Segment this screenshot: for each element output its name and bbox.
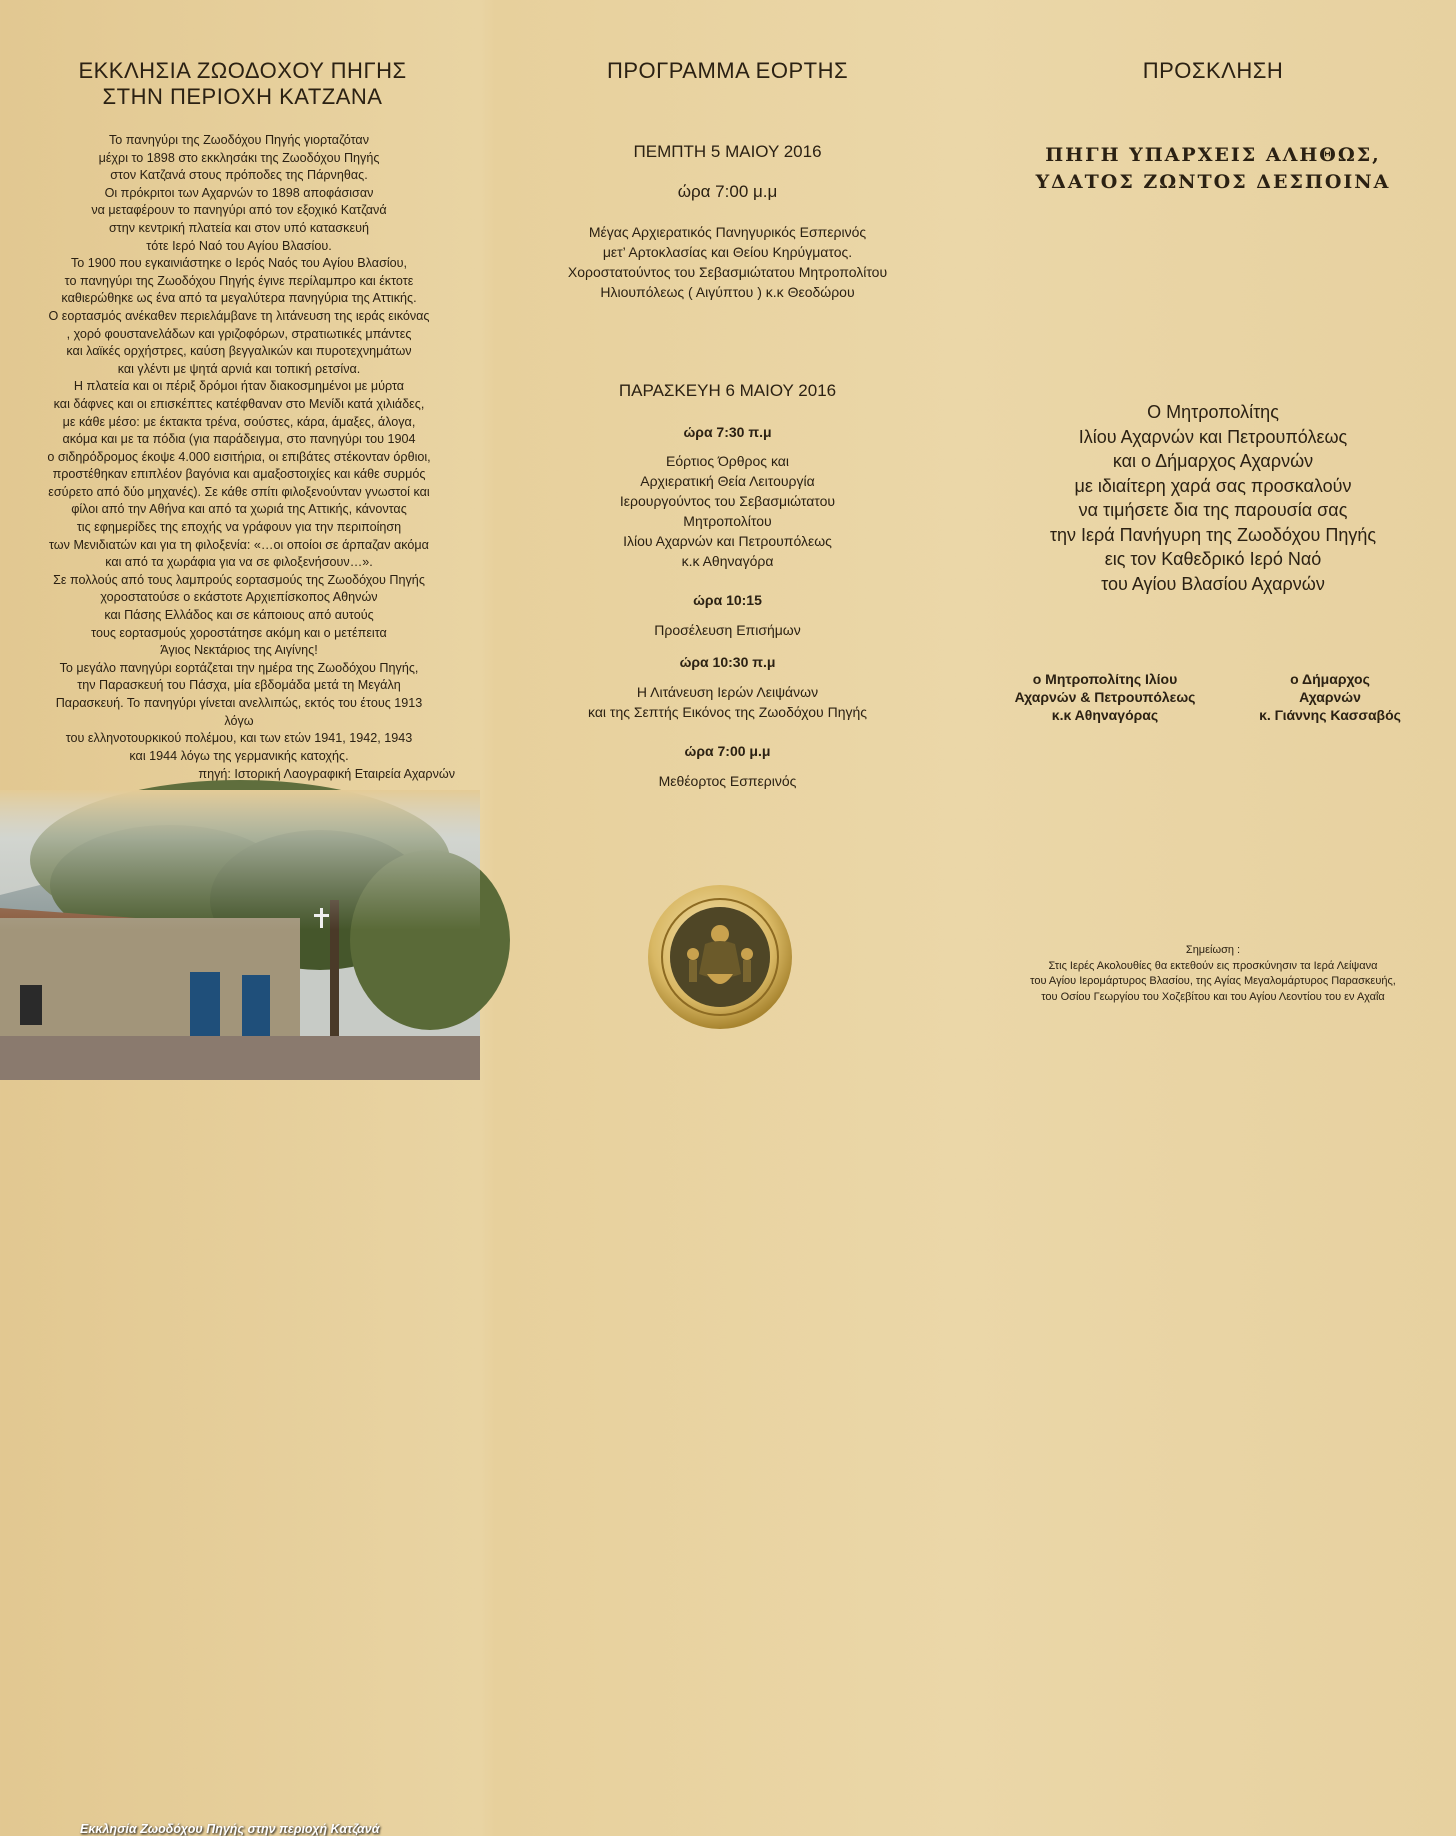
history-line: στην κεντρική πλατεία και στον υπό κατασκευή	[109, 220, 369, 235]
history-line: των Μενιδιατών και για τη φιλοξενία: «…οι οποίοι σε άρπαζαν ακόμα	[49, 537, 429, 552]
history-line: και 1944 λόγω της γερμανικής κατοχής.	[129, 748, 349, 763]
history-line: να μεταφέρουν το πανηγύρι από τον εξοχικό Κατζανά	[91, 203, 387, 218]
history-line: τότε Ιερό Ναό του Αγίου Βλασίου.	[146, 238, 332, 253]
day1-line: Μέγας Αρχιερατικός Πανηγυρικός Εσπερινός	[588, 224, 867, 240]
event2-description	[485, 620, 970, 640]
history-line: στον Κατζανά στους πρόποδες της Πάρνηθας.	[110, 168, 368, 183]
signature-line: κ. Γιάννης Κασσαβός	[1259, 707, 1401, 723]
history-line: λόγω	[224, 713, 254, 728]
invitation-line: με ιδιαίτερη χαρά σας προσκαλούν	[1074, 475, 1352, 496]
event-line: Ιλίου Αχαρνών και Πετρουπόλεως	[623, 533, 832, 549]
invitation-line: και ο Δήμαρχος Αχαρνών	[1112, 451, 1314, 471]
history-line: χοροστατούσε ο εκάστοτε Αρχιεπίσκοπος Αθηνών	[100, 590, 378, 605]
history-line: ο σιδηρόδρομος έκοψε 4.000 εισιτήρια, οι επιβάτες στέκονταν όρθιοι,	[47, 449, 431, 464]
event-line: κ.κ Αθηναγόρα	[681, 553, 774, 569]
history-line: την Παρασκευή του Πάσχα, μία εβδομάδα μετά τη Μεγάλη	[77, 678, 401, 693]
note-line: Στις Ιερές Ακολουθίες θα εκτεθούν εις προσκύνησιν τα Ιερά Λείψανα	[1048, 959, 1378, 972]
event1-time: ώρα 7:30 π.μ	[683, 424, 772, 440]
signature-line: κ.κ Αθηναγόρας	[1051, 707, 1159, 723]
history-line: Οι πρόκριτοι των Αχαρνών το 1898 αποφάσισαν	[104, 185, 374, 200]
signature-metropolitan	[990, 670, 1220, 724]
zoodochos-pigi-icon	[645, 882, 795, 1037]
note-line: του Αγίου Ιερομάρτυρος Βλασίου, της Αγίας Μεγαλομάρτυρος Παρασκευής,	[1030, 975, 1396, 987]
history-line: Το πανηγύρι της Ζωοδόχου Πηγής γιορταζόταν	[108, 133, 369, 147]
event-line: Αρχιερατική Θεία Λειτουργία	[640, 473, 815, 489]
day1-line: μετ’ Αρτοκλασίας και Θείου Κηρύγματος.	[602, 244, 853, 260]
history-line: Το 1900 που εγκαινιάστηκε ο Ιερός Ναός του Αγίου Βλασίου,	[70, 256, 408, 271]
day1-line: Ηλιουπόλεως ( Αιγύπτου ) κ.κ Θεοδώρου	[600, 284, 855, 300]
history-line: του ελληνοτουρκικού πολέμου, και των ετών 1941, 1942, 1943	[65, 731, 413, 746]
history-line: Ο εορτασμός ανέκαθεν περιελάμβανε τη λιτάνευση της ιεράς εικόνας	[48, 308, 430, 323]
history-line: με κάθε μέσο: με έκτακτα τρένα, σούστες, κάρα, άμαξες, άλογα,	[62, 414, 416, 429]
invitation-title: ΠΡΟΣΚΛΗΣΗ	[1142, 58, 1284, 83]
invitation-line: να τιμήσετε δια της παρουσία σας	[1078, 500, 1348, 520]
history-line: τους εορτασμούς χοροστάτησε ακόμη και ο μετέπειτα	[91, 625, 387, 640]
history-line: ακόμα και με τα πόδια (για παράδειγμα, στο πανηγύρι του 1904	[62, 432, 416, 447]
history-line: Το μεγάλο πανηγύρι εορτάζεται την ημέρα της Ζωοδόχου Πηγής,	[59, 660, 419, 675]
event-line: Προσέλευση Επισήμων	[654, 622, 801, 638]
event-line: Η Λιτάνευση Ιερών Λειψάνων	[636, 684, 819, 700]
day1-date: ΠΕΜΠΤΗ 5 ΜΑΙΟΥ 2016	[633, 142, 822, 161]
event3-time: ώρα 10:30 π.μ	[679, 654, 776, 670]
history-line: Παρασκευή. Το πανηγύρι γίνεται ανελλιπώς, εκτός του έτους 1913	[55, 696, 423, 710]
history-text	[14, 132, 464, 765]
history-line: , χορό φουστανελάδων και γριζοφόρων, στρατιωτικές μπάντες	[66, 326, 412, 341]
day1-time: ώρα 7:00 μ.μ	[677, 182, 778, 201]
history-line: φίλοι από την Αθήνα και από τα χωριά της Αττικής, κάνοντας	[71, 502, 407, 517]
history-line: το πανηγύρι της Ζωοδόχου Πηγής έγινε περίλαμπρο και έκτοτε	[64, 273, 414, 288]
event4-time: ώρα 7:00 μ.μ	[684, 743, 771, 759]
day2-date: ΠΑΡΑΣΚΕΥΗ 6 ΜΑΙΟΥ 2016	[618, 381, 837, 400]
right-panel	[970, 0, 1456, 1080]
history-line: προστέθηκαν επιπλέον βαγόνια και αμαξοστοιχίες και κάθε συρμός	[52, 467, 426, 482]
invitation-line: την Ιερά Πανήγυρη της Ζωοδόχου Πηγής	[1049, 524, 1377, 545]
history-line: τις εφημερίδες της εποχής να γράφουν για την περιποίηση	[76, 520, 402, 535]
history-line: και γλέντι με ψητά αρνιά και τοπική ρετσίνα.	[117, 361, 361, 376]
church-title	[0, 58, 485, 110]
signature-mayor	[1225, 670, 1435, 724]
history-line: καθιερώθηκε ως ένα από τα μεγαλύτερα πανηγύρια της Αττικής.	[61, 291, 417, 306]
note-line: του Οσίου Γεωργίου του Χοζεβίτου και του Αγίου Λεοντίου του εν Αχαΐα	[1041, 990, 1385, 1003]
invitation-line: Ο Μητροπολίτης	[1147, 402, 1279, 422]
program-title: ΠΡΟΓΡΑΜΜΑ ΕΟΡΤΗΣ	[606, 58, 849, 83]
day1-description	[485, 222, 970, 302]
note-line: Σημείωση :	[1185, 944, 1241, 956]
event-line: Εόρτιος Όρθρος και	[666, 453, 789, 469]
history-line: και από τα χωράφια για να σε φιλοξενήσουν…».	[105, 555, 373, 570]
history-line: Η πλατεία και οι πέριξ δρόμοι ήταν διακοσμημένοι με μύρτα	[73, 379, 405, 394]
source-credit: πηγή: Ιστορική Λαογραφική Εταιρεία Αχαρνών	[198, 767, 455, 781]
event1-description	[485, 451, 970, 571]
history-line: εσύρετο από δύο μηχανές). Σε κάθε σπίτι φιλοξενούνταν γνωστοί και	[48, 484, 430, 499]
history-line: μέχρι το 1898 στο εκκλησάκι της Ζωοδόχου Πηγής	[98, 150, 380, 165]
motto-line1: ΠΗΓΗ ΥΠΑΡΧΕΙΣ ΑΛΗΘΩΣ,	[1045, 144, 1381, 166]
invitation-line: του Αγίου Βλασίου Αχαρνών	[1101, 573, 1325, 594]
left-panel	[0, 0, 485, 1836]
middle-panel	[485, 0, 970, 1080]
history-line: Άγιος Νεκτάριος της Αιγίνης!	[160, 643, 318, 658]
church-photo	[0, 790, 480, 1836]
event-line: Μητροπολίτου	[683, 513, 772, 529]
event-line: Ιερουργούντος του Σεβασμιώτατου	[619, 493, 836, 509]
event4-description	[485, 771, 970, 791]
photo-caption: Εκκλησία Ζωοδόχου Πηγής στην περιοχή Κατζανά	[80, 1822, 380, 1836]
invitation-line: εις τον Καθεδρικό Ιερό Ναό	[1104, 549, 1322, 569]
motto	[970, 142, 1456, 196]
note	[970, 943, 1456, 1005]
event-line: και της Σεπτής Εικόνος της Ζωοδόχου Πηγής	[587, 704, 868, 720]
event2-time: ώρα 10:15	[693, 592, 762, 608]
invitation-line: Ιλίου Αχαρνών και Πετρουπόλεως	[1078, 426, 1348, 447]
event-line: Μεθέορτος Εσπερινός	[658, 773, 797, 789]
signature-line: Αχαρνών & Πετρουπόλεως	[1014, 689, 1196, 705]
history-line: και δάφνες και οι επισκέπτες κατέφθαναν στο Μενίδι κατά χιλιάδες,	[53, 396, 425, 411]
church-title-line1: ΕΚΚΛΗΣΙΑ ΖΩΟΔΟΧΟΥ ΠΗΓΗΣ	[78, 58, 407, 83]
signature-line: ο Μητροπολίτης Ιλίου	[1032, 671, 1178, 687]
church-title-line2: ΣΤΗΝ ΠΕΡΙΟΧΗ ΚΑΤΖΑΝΑ	[102, 84, 383, 109]
event3-description	[485, 682, 970, 722]
day1-line: Χοροστατούντος του Σεβασμιώτατου Μητροπολίτου	[567, 264, 888, 280]
invitation-text	[970, 400, 1456, 596]
signature-line: ο Δήμαρχος	[1290, 671, 1370, 687]
motto-line2: ΥΔΑΤΟΣ ΖΩΝΤΟΣ ΔΕΣΠΟΙΝΑ	[1035, 171, 1391, 193]
signature-line: Αχαρνών	[1299, 689, 1361, 705]
history-line: και Πάσης Ελλάδος και σε κάποιους από αυτούς	[104, 608, 374, 623]
history-line: και λαϊκές ορχήστρες, καύση βεγγαλικών και πυροτεχνημάτων	[66, 344, 412, 359]
history-line: Σε πολλούς από τους λαμπρούς εορτασμούς της Ζωοδόχου Πηγής	[53, 572, 425, 587]
